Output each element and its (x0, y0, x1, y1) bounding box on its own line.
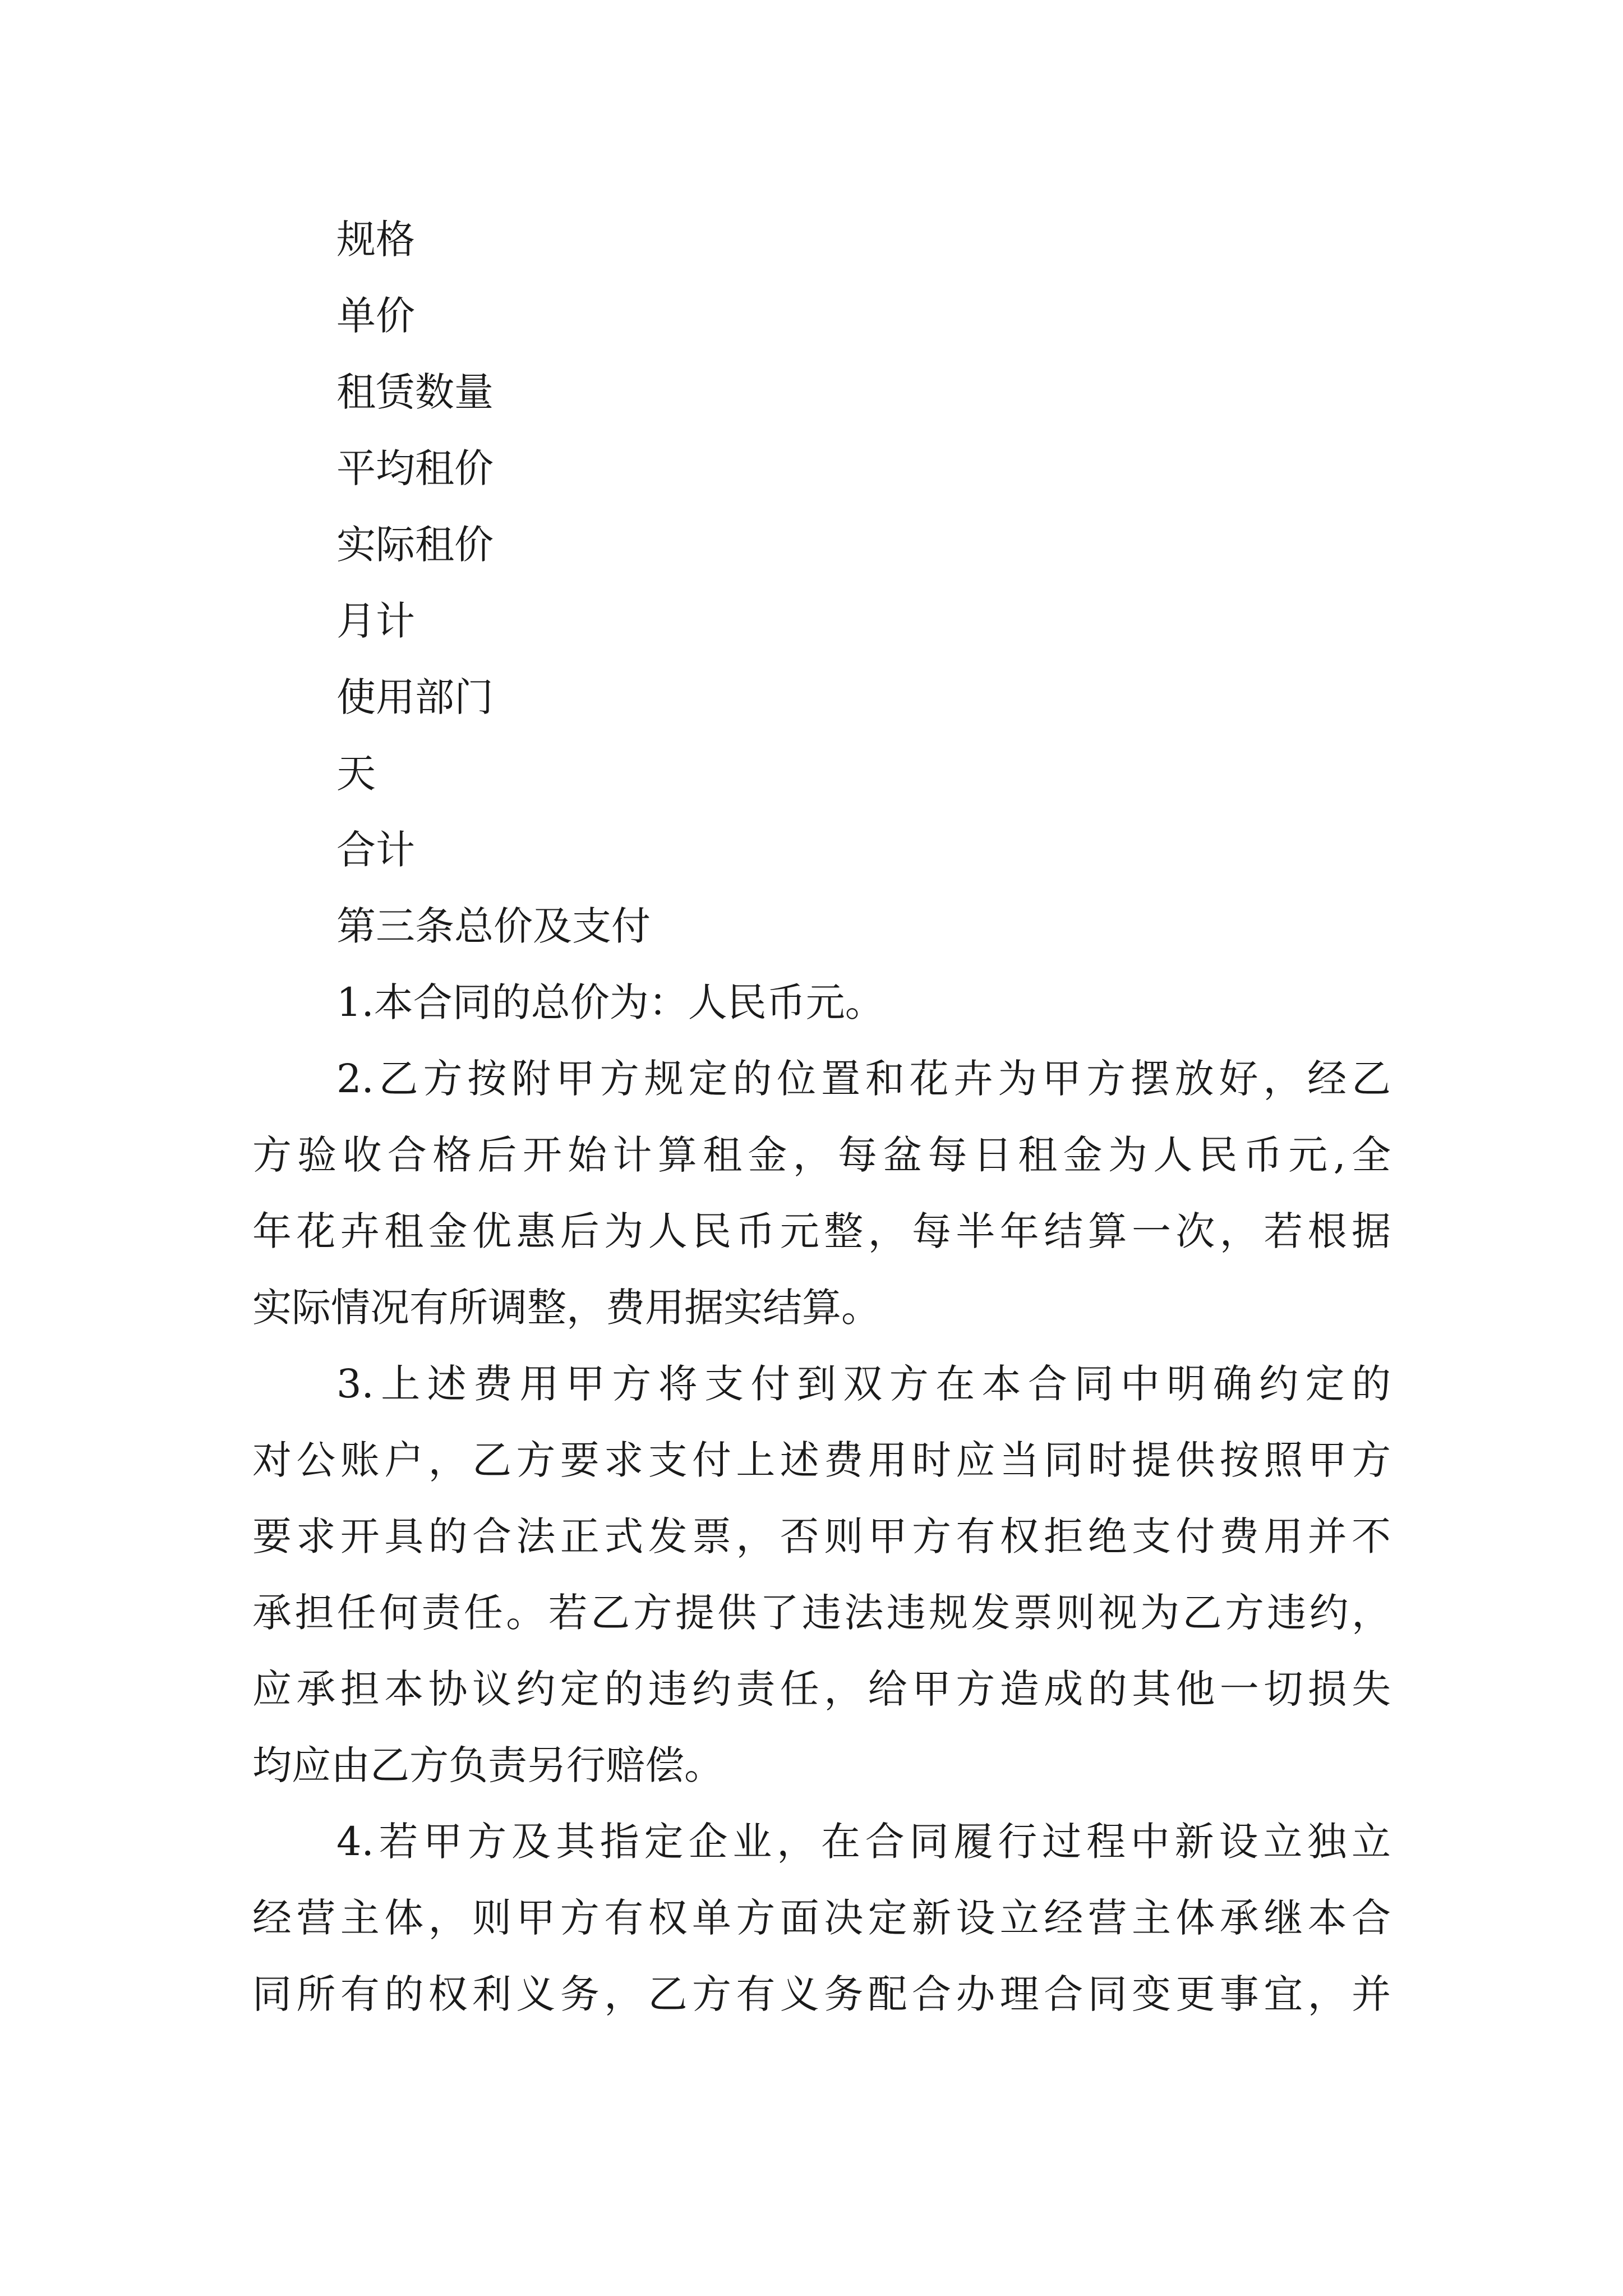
table-label-total: 合计 (336, 827, 415, 873)
table-label-actual-rent: 实际租价 (336, 522, 494, 568)
article-heading: 第三条总价及支付 (336, 903, 651, 949)
article-item-4-line-3: 同所有的权利义务，乙方有义务配合办理合同变更事宜，并 (252, 1971, 1391, 2017)
table-label-lease-quantity: 租赁数量 (336, 369, 494, 415)
article-item-2-line-2: 方验收合格后开始计算租金，每盆每日租金为人民币元,全 (252, 1132, 1391, 1178)
article-item-3-line-1: 3.上述费用甲方将支付到双方在本合同中明确约定的 (336, 1361, 1391, 1407)
article-item-2-line-4: 实际情况有所调整，费用据实结算。 (252, 1285, 880, 1331)
table-label-unit-price: 单价 (336, 293, 415, 339)
table-label-day: 天 (336, 751, 376, 797)
table-label-monthly: 月计 (336, 598, 415, 644)
article-item-3-line-6: 均应由乙方负责另行赔偿。 (252, 1742, 723, 1788)
article-item-1: 1.本合同的总价为：人民币元。 (336, 979, 884, 1025)
table-label-spec: 规格 (336, 217, 415, 263)
article-item-3-line-2: 对公账户，乙方要求支付上述费用时应当同时提供按照甲方 (252, 1437, 1391, 1483)
table-label-department: 使用部门 (336, 674, 494, 720)
article-item-2-line-3: 年花卉租金优惠后为人民币元整，每半年结算一次，若根据 (252, 1208, 1391, 1254)
table-label-avg-rent: 平均租价 (336, 445, 494, 491)
article-item-3-line-3: 要求开具的合法正式发票，否则甲方有权拒绝支付费用并不 (252, 1513, 1391, 1559)
article-item-4-line-2: 经营主体，则甲方有权单方面决定新设立经营主体承继本合 (252, 1895, 1391, 1941)
article-item-2-line-1: 2.乙方按附甲方规定的位置和花卉为甲方摆放好，经乙 (336, 1056, 1391, 1102)
article-item-3-line-4: 承担任何责任。若乙方提供了违法违规发票则视为乙方违约， (252, 1590, 1391, 1636)
article-item-4-line-1: 4.若甲方及其指定企业，在合同履行过程中新设立独立 (336, 1819, 1391, 1865)
article-item-3-line-5: 应承担本协议约定的违约责任，给甲方造成的其他一切损失 (252, 1666, 1391, 1712)
